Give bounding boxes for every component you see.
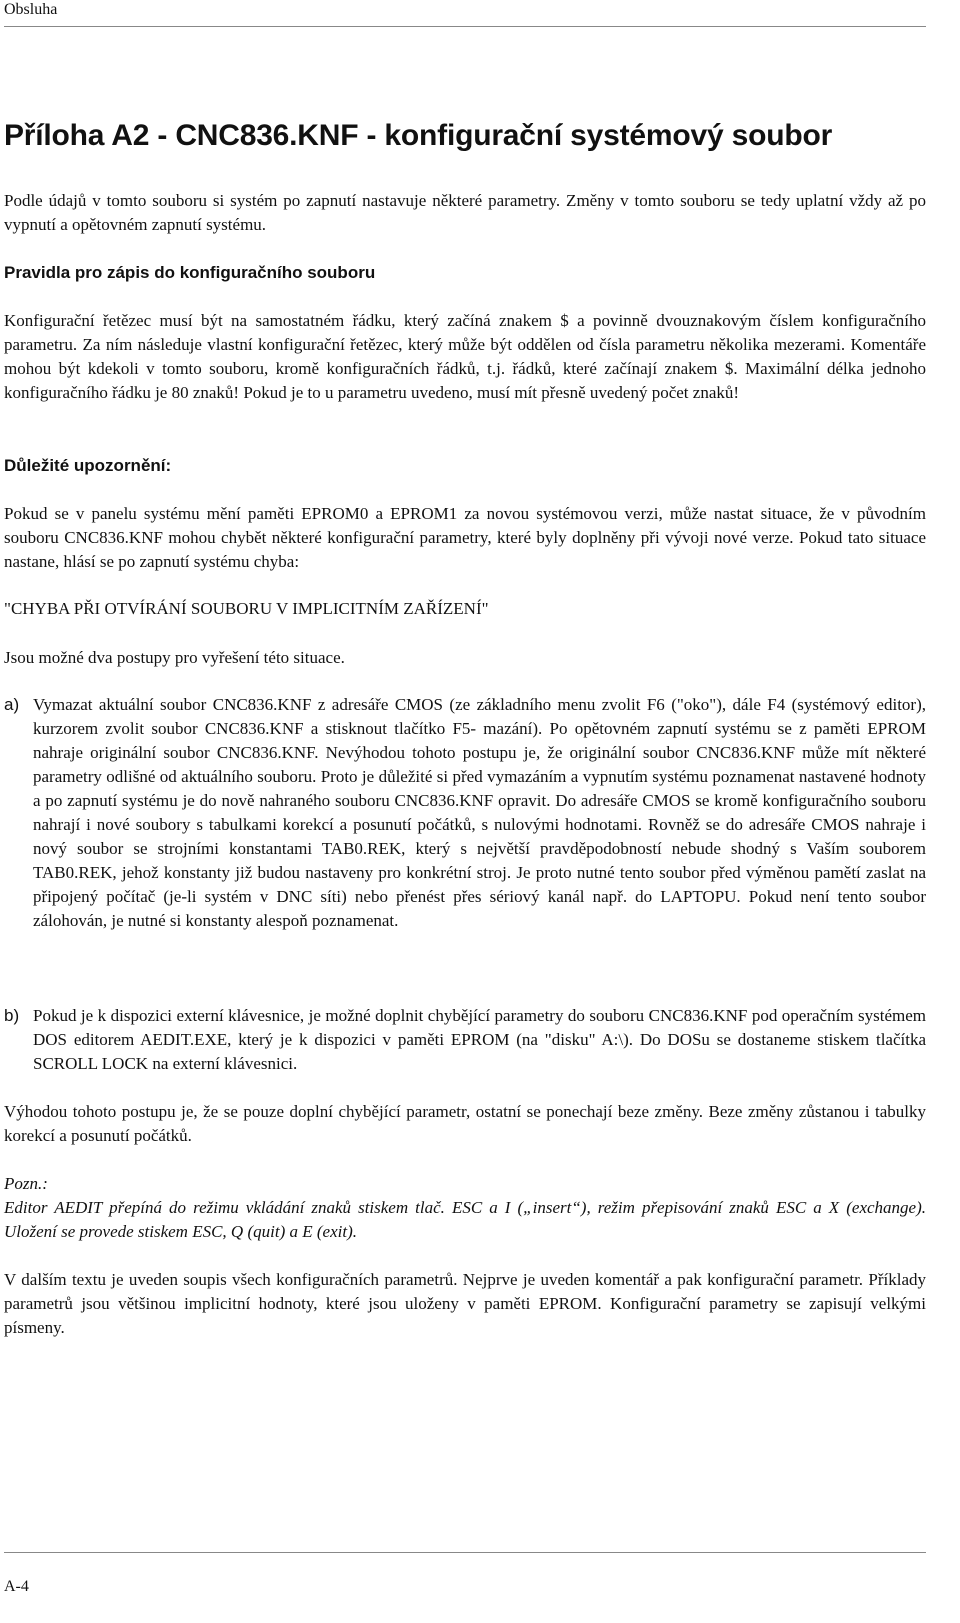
header-divider [4,26,926,27]
options-intro: Jsou možné dva postupy pro vyřešení této situace. [4,648,345,667]
page-title: Příloha A2 - CNC836.KNF - konfigurační systémový soubor [4,119,833,152]
list-label-b: b) [4,1006,20,1025]
intro-paragraph: Podle údajů v tomto souboru si systém po zapnutí nastavuje některé parametry. Změny v tomto souboru se tedy uplatní vždy až po vypnutí a opětovném zapnutí systému. [4,191,926,234]
footer-divider [4,1552,926,1553]
running-header: Obsluha [4,1,58,18]
warning-heading: Důležité upozornění: [4,456,172,475]
note-text: Editor AEDIT přepíná do režimu vkládání znaků stiskem tlač. ESC a I („insert“), režim přepisování znaků ESC a X (exchange). Uložení se provede stiskem ESC, Q (quit) a E (exit). [4,1198,926,1241]
list-text-b: Pokud je k dispozici externí klávesnice, je možné doplnit chybějící parametry do souboru CNC836.KNF pod operačním systémem DOS editorem AEDIT.EXE, který je k dispozici v paměti EPROM (na "disku" A:\). Do DOSu se dostaneme stiskem tlačítka SCROLL LOCK na externí klávesnici. [33,1006,926,1073]
note-label: Pozn.: [4,1174,48,1193]
rules-paragraph: Konfigurační řetězec musí být na samostatném řádku, který začíná znakem $ a povinně dvouznakovým číslem konfiguračního parametru. Za ním následuje vlastní konfigurační řetězec, který může být oddělen od čísla parametru několika mezerami. Komentáře mohou být kdekoli v tomto souboru, kromě konfiguračních řádků, t.j. řádků, které začínají znakem $. Maximální délka jednoho konfiguračního řádku je 80 znaků! Pokud je to u parametru uvedeno, musí mít přesně uvedený počet znaků! [4,311,926,402]
page-number: A-4 [4,1578,29,1595]
list-label-a: a) [4,695,20,714]
warning-paragraph: Pokud se v panelu systému mění paměti EPROM0 a EPROM1 za novou systémovou verzi, může nastat situace, že v původním souboru CNC836.KNF mohou chybět některé konfigurační parametry, které byly doplněny při vývoji nové verze. Pokud tato situace nastane, hlásí se po zapnutí systému chyba: [4,504,926,571]
closing-paragraph: V dalším textu je uveden soupis všech konfiguračních parametrů. Nejprve je uveden komentář a pak konfigurační parametr. Příklady parametrů jsou většinou implicitní hodnoty, které jsou uloženy v paměti EPROM. Konfigurační parametry se zapisují velkými písmeny. [4,1270,926,1337]
error-message: "CHYBA PŘI OTVÍRÁNÍ SOUBORU V IMPLICITNÍM ZAŘÍZENÍ" [4,599,489,618]
list-text-a: Vymazat aktuální soubor CNC836.KNF z adresáře CMOS (ze základního menu zvolit F6 ("oko"), dále F4 (systémový editor), kurzorem zvolit soubor CNC836.KNF a stisknout tlačítko F5- mazání). Po opětovném zapnutí systému se z paměti EPROM nahraje originální soubor CNC836.KNF. Nevýhodou tohoto postupu je, že originální soubor CNC836.KNF může mít některé parametry odlišné od aktuálního souboru. Proto je důležité si před vymazáním a vypnutím systému poznamenat nastavené hodnoty a po zapnutí systému je do nově nahraného souboru CNC836.KNF opravit. Do adresáře CMOS se kromě konfiguračního souboru nahrají i nové soubory s tabulkami korekcí a posunutí počátků, s nulovými hodnotami. Rovněž se do adresáře CMOS nahraje i nový soubor se strojními konstantami TAB0.REK, který s největší pravděpodobností nebude shodný s Vaším souborem TAB0.REK, jehož konstanty již budou nastaveny pro konkrétní stroj. Je proto nutné tento soubor před výměnou pamětí zaslat na připojený počítač (je-li systém v DNC síti) nebo přenést přes sériový kanál např. do LAPTOPU. Pokud není tento soubor zálohován, je nutné si konstanty alespoň poznamenat. [33,695,926,930]
rules-heading: Pravidla pro zápis do konfiguračního souboru [4,263,376,282]
advantage-paragraph: Výhodou tohoto postupu je, že se pouze doplní chybějící parametr, ostatní se ponechají beze změny. Beze změny zůstanou i tabulky korekcí a posunutí počátků. [4,1102,926,1145]
